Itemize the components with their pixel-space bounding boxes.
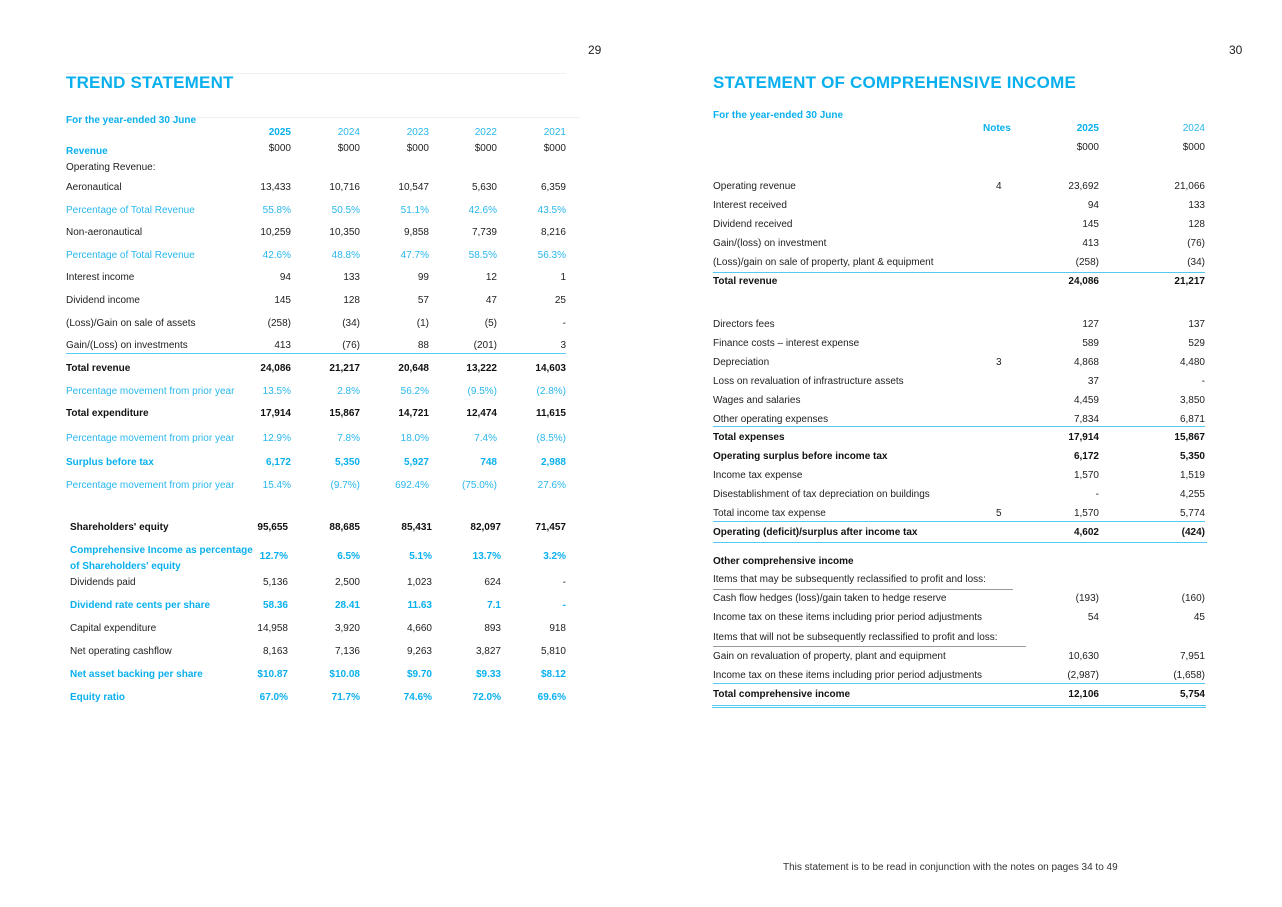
table-row: [66, 182, 586, 196]
period-label: For the year-ended 30 June: [713, 110, 844, 121]
page-number-left: 29: [588, 43, 602, 57]
rule: [713, 542, 1207, 543]
cell-value: 5,927: [403, 457, 429, 468]
value-2024: 5,774: [1179, 508, 1205, 519]
table-row: [713, 489, 1213, 503]
cell-value: $9.33: [475, 669, 501, 680]
row-label: Gain on revaluation of property, plant and equipment: [713, 651, 946, 662]
table-row: [713, 470, 1213, 484]
row-label: Non-aeronautical: [66, 227, 143, 238]
value-2024: (34): [1187, 257, 1205, 268]
cell-value: 42.6%: [468, 205, 497, 216]
cell-value: 128: [343, 295, 360, 306]
cell-value: 69.6%: [537, 692, 566, 703]
row-label: Total expenses: [713, 432, 785, 443]
note-ref: 3: [996, 357, 1002, 368]
cell-value: 24,086: [260, 363, 291, 374]
row-label: Percentage of Total Revenue: [66, 250, 195, 261]
cell-value: 27.6%: [537, 480, 566, 491]
cell-value: 413: [274, 340, 291, 351]
value-2025: 94: [1087, 200, 1099, 211]
cell-value: 5.1%: [409, 551, 432, 562]
cell-value: 8,216: [540, 227, 566, 238]
unit: $000: [268, 143, 291, 154]
cell-value: 6.5%: [337, 551, 360, 562]
cell-value: 893: [484, 623, 501, 634]
rule: [713, 683, 1205, 684]
table-row: [713, 593, 1213, 607]
cell-value: 15,867: [329, 408, 360, 419]
table-row: [713, 689, 1213, 703]
cell-value: 13.5%: [262, 386, 291, 397]
table-row: [713, 612, 1213, 626]
cell-value: 5,810: [540, 646, 566, 657]
row-label: Total revenue: [66, 363, 131, 374]
cell-value: 12.7%: [259, 551, 288, 562]
cell-value: 48.8%: [331, 250, 360, 261]
value-2025: -: [1095, 489, 1099, 500]
unit: $000: [1182, 142, 1205, 153]
table-row: [66, 623, 586, 637]
total-revenue-rule: [66, 353, 566, 354]
table-row: [713, 357, 1213, 371]
cell-value: (76): [342, 340, 360, 351]
cell-value: 47.7%: [400, 250, 429, 261]
cell-value: 624: [484, 577, 501, 588]
value-2025: 10,630: [1068, 651, 1099, 662]
unit: $000: [337, 143, 360, 154]
row-label: Dividends paid: [70, 577, 136, 588]
value-2024: 15,867: [1174, 432, 1205, 443]
table-row: [713, 451, 1213, 465]
rule: [713, 589, 1013, 590]
cell-value: 67.0%: [259, 692, 288, 703]
row-label: Interest income: [66, 272, 135, 283]
value-2024: 4,480: [1179, 357, 1205, 368]
value-2024: 128: [1188, 219, 1205, 230]
table-row: [713, 376, 1213, 390]
units-row: [713, 142, 1213, 156]
row-label: Dividend rate cents per share: [70, 600, 211, 611]
cell-value: 82,097: [470, 522, 501, 533]
value-2025: 1,570: [1073, 470, 1099, 481]
value-2025: 4,868: [1073, 357, 1099, 368]
row-label: Shareholders' equity: [70, 522, 169, 533]
page-number-right: 30: [1229, 43, 1243, 57]
table-row: [713, 508, 1213, 522]
value-2024: 529: [1188, 338, 1205, 349]
table-row: [713, 527, 1213, 541]
cell-value: 50.5%: [331, 205, 360, 216]
cell-value: -: [562, 318, 566, 329]
cell-value: 25: [554, 295, 566, 306]
row-label: Depreciation: [713, 357, 770, 368]
value-2025: 24,086: [1068, 276, 1099, 287]
table-row: [66, 600, 586, 614]
table-row: [713, 200, 1213, 214]
value-2025: 6,172: [1073, 451, 1099, 462]
oci-subheader-text: Items that will not be subsequently reclassified to profit and loss:: [713, 632, 998, 643]
cell-value: 1: [560, 272, 566, 283]
unit: $000: [406, 143, 429, 154]
rule: [713, 272, 1205, 273]
cell-value: 71.7%: [331, 692, 360, 703]
cell-value: 10,350: [329, 227, 360, 238]
cell-value: 7.1: [487, 600, 501, 611]
value-2025: 145: [1082, 219, 1099, 230]
value-2024: 6,871: [1179, 414, 1205, 425]
cell-value: 88,685: [329, 522, 360, 533]
cell-value: 7.8%: [337, 433, 360, 444]
cell-value: 51.1%: [400, 205, 429, 216]
row-label: Net operating cashflow: [70, 646, 172, 657]
table-row: [66, 162, 586, 176]
table-row: [713, 395, 1213, 409]
row-label: Income tax expense: [713, 470, 803, 481]
row-label: Finance costs – interest expense: [713, 338, 860, 349]
cell-value: 99: [417, 272, 429, 283]
cell-value: 748: [480, 457, 497, 468]
cell-value: (75.0%): [461, 480, 497, 491]
page-title: STATEMENT OF COMPREHENSIVE INCOME: [713, 73, 1076, 92]
cell-value: (2.8%): [536, 386, 566, 397]
cell-value: 2,500: [334, 577, 360, 588]
cell-value: 11.63: [407, 600, 432, 611]
unit: $000: [1076, 142, 1099, 153]
cell-value: 7,136: [334, 646, 360, 657]
value-2024: (424): [1181, 527, 1205, 538]
cell-value: 133: [343, 272, 360, 283]
cell-value: 1,023: [406, 577, 432, 588]
cell-value: 6,172: [265, 457, 291, 468]
row-label-line2: of Shareholders' equity: [70, 561, 181, 572]
value-2024: 7,951: [1179, 651, 1205, 662]
cell-value: $9.70: [406, 669, 432, 680]
cell-value: 9,858: [403, 227, 429, 238]
row-label: Wages and salaries: [713, 395, 801, 406]
cell-value: (258): [267, 318, 291, 329]
cell-value: 12.9%: [262, 433, 291, 444]
cell-value: $8.12: [540, 669, 566, 680]
cell-value: 21,217: [329, 363, 360, 374]
oci-subheader-text: Items that may be subsequently reclassified to profit and loss:: [713, 574, 986, 585]
cell-value: 18.0%: [400, 433, 429, 444]
value-2024: 4,255: [1179, 489, 1205, 500]
cell-value: -: [562, 577, 566, 588]
cell-value: 8,163: [262, 646, 288, 657]
row-label: Dividend received: [713, 219, 793, 230]
table-row: [66, 669, 586, 683]
row-label: Total expenditure: [66, 408, 149, 419]
row-label: Surplus before tax: [66, 457, 154, 468]
cell-value: 2,988: [540, 457, 566, 468]
oci-header-text: Other comprehensive income: [713, 556, 854, 567]
table-row: [713, 651, 1213, 665]
comprehensive-income-page: [713, 0, 1213, 907]
value-2024: 21,066: [1174, 181, 1205, 192]
table-row: [66, 577, 586, 591]
table-row: [66, 692, 586, 706]
year-header-row: [66, 127, 586, 141]
value-2025: 589: [1082, 338, 1099, 349]
row-label: Total income tax expense: [713, 508, 826, 519]
page-title: TREND STATEMENT: [66, 73, 234, 92]
row-label: Total revenue: [713, 276, 778, 287]
row-label: Percentage movement from prior year: [66, 480, 235, 491]
table-row: [713, 432, 1213, 446]
value-2025: (193): [1075, 593, 1099, 604]
cell-value: (5): [484, 318, 497, 329]
value-2025: 4,459: [1073, 395, 1099, 406]
cell-value: 94: [279, 272, 291, 283]
table-row: [66, 457, 586, 471]
cell-value: 12,474: [466, 408, 497, 419]
note-ref: 5: [996, 508, 1002, 519]
cell-value: $10.87: [257, 669, 288, 680]
cell-value: $10.08: [329, 669, 360, 680]
oci-subheader: [713, 574, 1213, 588]
value-2024: 45: [1193, 612, 1205, 623]
value-2025: 54: [1087, 612, 1099, 623]
section-label-revenue: Revenue: [66, 146, 108, 157]
value-2025: (2,987): [1067, 670, 1099, 681]
row-label: Operating surplus before income tax: [713, 451, 888, 462]
cell-value: 88: [417, 340, 429, 351]
cell-value: 58.5%: [468, 250, 497, 261]
cell-value: 71,457: [535, 522, 566, 533]
row-label: Operating revenue: [713, 181, 796, 192]
row-label: Gain/(loss) on investment: [713, 238, 827, 249]
cell-value: 2.8%: [337, 386, 360, 397]
cell-value: 5,136: [262, 577, 288, 588]
cell-value: 20,648: [398, 363, 429, 374]
cell-value: 4,660: [406, 623, 432, 634]
cell-value: 74.6%: [403, 692, 432, 703]
value-2024: -: [1201, 376, 1205, 387]
table-row: [66, 408, 586, 422]
cell-value: (34): [342, 318, 360, 329]
cell-value: 7.4%: [474, 433, 497, 444]
value-2024: 5,350: [1179, 451, 1205, 462]
table-row: [713, 670, 1213, 684]
row-label: Operating Revenue:: [66, 162, 156, 173]
row-label: Capital expenditure: [70, 623, 157, 634]
table-row: [66, 340, 586, 354]
cell-value: 42.6%: [262, 250, 291, 261]
row-label: Percentage movement from prior year: [66, 433, 235, 444]
rule: [713, 521, 1205, 522]
value-2024: 1,519: [1179, 470, 1205, 481]
table-row: [66, 363, 586, 377]
table-row: [66, 205, 586, 219]
cell-value: 10,547: [398, 182, 429, 193]
value-2024: 3,850: [1179, 395, 1205, 406]
row-label: Gain/(Loss) on investments: [66, 340, 188, 351]
table-row: [66, 522, 586, 536]
rule: [713, 426, 1205, 427]
cell-value: 72.0%: [472, 692, 501, 703]
cell-value: (9.5%): [467, 386, 497, 397]
cell-value: (201): [473, 340, 497, 351]
table-row: [713, 257, 1213, 271]
year-2024: 2024: [1182, 123, 1205, 134]
unit: $000: [474, 143, 497, 154]
value-2024: (160): [1181, 593, 1205, 604]
cell-value: 5,350: [334, 457, 360, 468]
period-label: For the year-ended 30 June: [66, 115, 197, 126]
revenue-section-label-row: [66, 146, 586, 160]
row-label: Percentage of Total Revenue: [66, 205, 195, 216]
value-2024: 5,754: [1179, 689, 1205, 700]
cell-value: 918: [549, 623, 566, 634]
value-2025: 7,834: [1073, 414, 1099, 425]
row-label: Income tax on these items including prior period adjustments: [713, 670, 983, 681]
year-2024: 2024: [337, 127, 360, 138]
cell-value: 55.8%: [262, 205, 291, 216]
row-label: Directors fees: [713, 319, 775, 330]
table-row: [66, 250, 586, 264]
row-label: Operating (deficit)/surplus after income tax: [713, 527, 918, 538]
row-label: Disestablishment of tax depreciation on buildings: [713, 489, 930, 500]
table-row: [713, 181, 1213, 195]
cell-value: 3,920: [334, 623, 360, 634]
table-row: [66, 227, 586, 241]
cell-value: 3: [560, 340, 566, 351]
cell-value: 58.36: [262, 600, 288, 611]
cell-value: 14,603: [535, 363, 566, 374]
cell-value: 13,433: [260, 182, 291, 193]
value-2025: 127: [1082, 319, 1099, 330]
oci-subheader: [713, 632, 1213, 646]
cell-value: 3.2%: [543, 551, 566, 562]
table-row: [66, 433, 586, 447]
value-2025: 1,570: [1073, 508, 1099, 519]
cell-value: 3,827: [475, 646, 501, 657]
cell-value: (8.5%): [536, 433, 566, 444]
cell-value: 95,655: [257, 522, 288, 533]
rule: [713, 646, 1026, 647]
row-label: Loss on revaluation of infrastructure assets: [713, 376, 904, 387]
value-2024: 133: [1188, 200, 1205, 211]
value-2024: 21,217: [1174, 276, 1205, 287]
row-label: Aeronautical: [66, 182, 122, 193]
value-2025: 413: [1082, 238, 1099, 249]
row-label: Percentage movement from prior year: [66, 386, 235, 397]
notes-header: Notes: [983, 123, 1011, 134]
value-2025: (258): [1075, 257, 1099, 268]
cell-value: (1): [416, 318, 429, 329]
row-label: Interest received: [713, 200, 787, 211]
row-label: Total comprehensive income: [713, 689, 851, 700]
year-2025: 2025: [1076, 123, 1099, 134]
value-2024: 137: [1188, 319, 1205, 330]
row-label: Cash flow hedges (loss)/gain taken to hedge reserve: [713, 593, 947, 604]
row-label: Income tax on these items including prior period adjustments: [713, 612, 983, 623]
column-header-row: [713, 123, 1213, 137]
value-2025: 17,914: [1068, 432, 1099, 443]
year-2022: 2022: [474, 127, 497, 138]
table-row: [66, 646, 586, 660]
row-label: Other operating expenses: [713, 414, 829, 425]
value-2025: 12,106: [1068, 689, 1099, 700]
table-row: [713, 238, 1213, 252]
cell-value: 43.5%: [537, 205, 566, 216]
table-row: [66, 295, 586, 309]
cell-value: 12: [485, 272, 497, 283]
cell-value: 15.4%: [262, 480, 291, 491]
oci-header: [713, 556, 1213, 570]
cell-value: 56.2%: [400, 386, 429, 397]
cell-value: 13,222: [466, 363, 497, 374]
value-2025: 4,602: [1073, 527, 1099, 538]
row-label: Dividend income: [66, 295, 140, 306]
table-row: [713, 219, 1213, 233]
cell-value: 14,721: [398, 408, 429, 419]
cell-value: 5,630: [471, 182, 497, 193]
cell-value: 13.7%: [472, 551, 501, 562]
cell-value: 6,359: [540, 182, 566, 193]
rule: [712, 705, 1206, 706]
row-label: (Loss)/gain on sale of property, plant & equipment: [713, 257, 934, 268]
year-2023: 2023: [406, 127, 429, 138]
value-2025: 23,692: [1068, 181, 1099, 192]
year-2025: 2025: [268, 127, 291, 138]
table-row: [66, 545, 586, 572]
cell-value: 10,259: [260, 227, 291, 238]
row-label: Comprehensive Income as percentage: [70, 545, 253, 556]
row-label: (Loss)/Gain on sale of assets: [66, 318, 196, 329]
cell-value: -: [562, 600, 566, 611]
cell-value: 28.41: [334, 600, 360, 611]
cell-value: 145: [274, 295, 291, 306]
table-row: [66, 386, 586, 400]
cell-value: 57: [417, 295, 429, 306]
value-2024: (76): [1187, 238, 1205, 249]
row-label: Net asset backing per share: [70, 669, 203, 680]
cell-value: 7,739: [471, 227, 497, 238]
unit: $000: [543, 143, 566, 154]
note-ref: 4: [996, 181, 1002, 192]
rule: [712, 707, 1206, 708]
cell-value: 17,914: [260, 408, 291, 419]
cell-value: (9.7%): [330, 480, 360, 491]
table-row: [713, 319, 1213, 333]
cell-value: 10,716: [329, 182, 360, 193]
footnote: This statement is to be read in conjunction with the notes on pages 34 to 49: [783, 862, 1118, 873]
table-row: [66, 318, 586, 332]
cell-value: 56.3%: [537, 250, 566, 261]
value-2024: (1,658): [1173, 670, 1205, 681]
year-2021: 2021: [543, 127, 566, 138]
table-row: [713, 338, 1213, 352]
cell-value: 9,263: [406, 646, 432, 657]
trend-statement-page: [66, 0, 586, 907]
cell-value: 11,615: [535, 408, 566, 419]
cell-value: 47: [485, 295, 497, 306]
table-row: [66, 480, 586, 494]
cell-value: 692.4%: [395, 480, 429, 491]
value-2025: 37: [1087, 376, 1099, 387]
cell-value: 85,431: [401, 522, 432, 533]
table-row: [713, 276, 1213, 290]
table-row: [66, 272, 586, 286]
row-label: Equity ratio: [70, 692, 126, 703]
cell-value: 14,958: [257, 623, 288, 634]
